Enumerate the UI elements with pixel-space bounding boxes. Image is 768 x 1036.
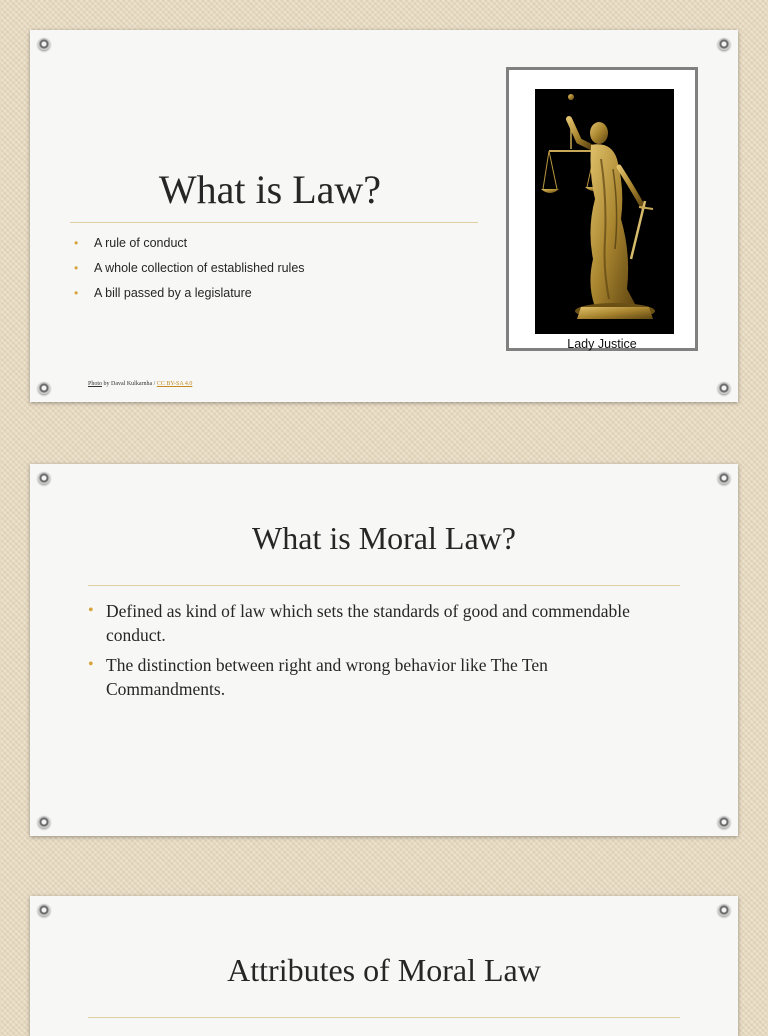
pushpin-icon <box>718 382 730 394</box>
bullet-list <box>74 234 305 309</box>
image-caption: Lady Justice <box>567 337 637 351</box>
pushpin-icon <box>718 904 730 916</box>
pushpin-icon <box>718 38 730 50</box>
bullet-item: • The distinction between right and wrong behavior like The Ten Commandments. <box>88 653 648 701</box>
bullet-item: • A rule of conduct <box>74 234 305 259</box>
photo-credit <box>88 381 192 387</box>
bullet-list <box>88 599 648 707</box>
credit-author: by Daval Kulkarnha / <box>102 381 157 387</box>
pushpin-icon <box>718 816 730 828</box>
pushpin-icon <box>38 904 50 916</box>
pushpin-icon <box>38 38 50 50</box>
title-divider <box>70 222 478 223</box>
lady-justice-statue-image <box>535 89 674 334</box>
slide-title: What is Moral Law? <box>252 520 516 556</box>
title-divider <box>88 585 680 586</box>
slide-attributes-of-moral-law <box>30 896 738 1036</box>
slide-what-is-law <box>30 30 738 402</box>
photo-link[interactable]: Photo <box>88 381 103 387</box>
slide-title: Attributes of Moral Law <box>227 952 541 988</box>
bullet-item: • A bill passed by a legislature <box>74 284 305 309</box>
title-divider <box>88 1017 680 1018</box>
pushpin-icon <box>38 472 50 484</box>
bullet-item: • A whole collection of established rules <box>74 259 305 284</box>
pushpin-icon <box>38 816 50 828</box>
pushpin-icon <box>718 472 730 484</box>
bullet-item: • Defined as kind of law which sets the standards of good and commendable conduct. <box>88 599 648 647</box>
pushpin-icon <box>38 382 50 394</box>
slide-what-is-moral-law <box>30 464 738 836</box>
license-link[interactable]: CC BY-SA 4.0 <box>156 381 193 387</box>
slide-title: What is Law? <box>158 167 382 212</box>
photo-frame <box>506 67 698 351</box>
